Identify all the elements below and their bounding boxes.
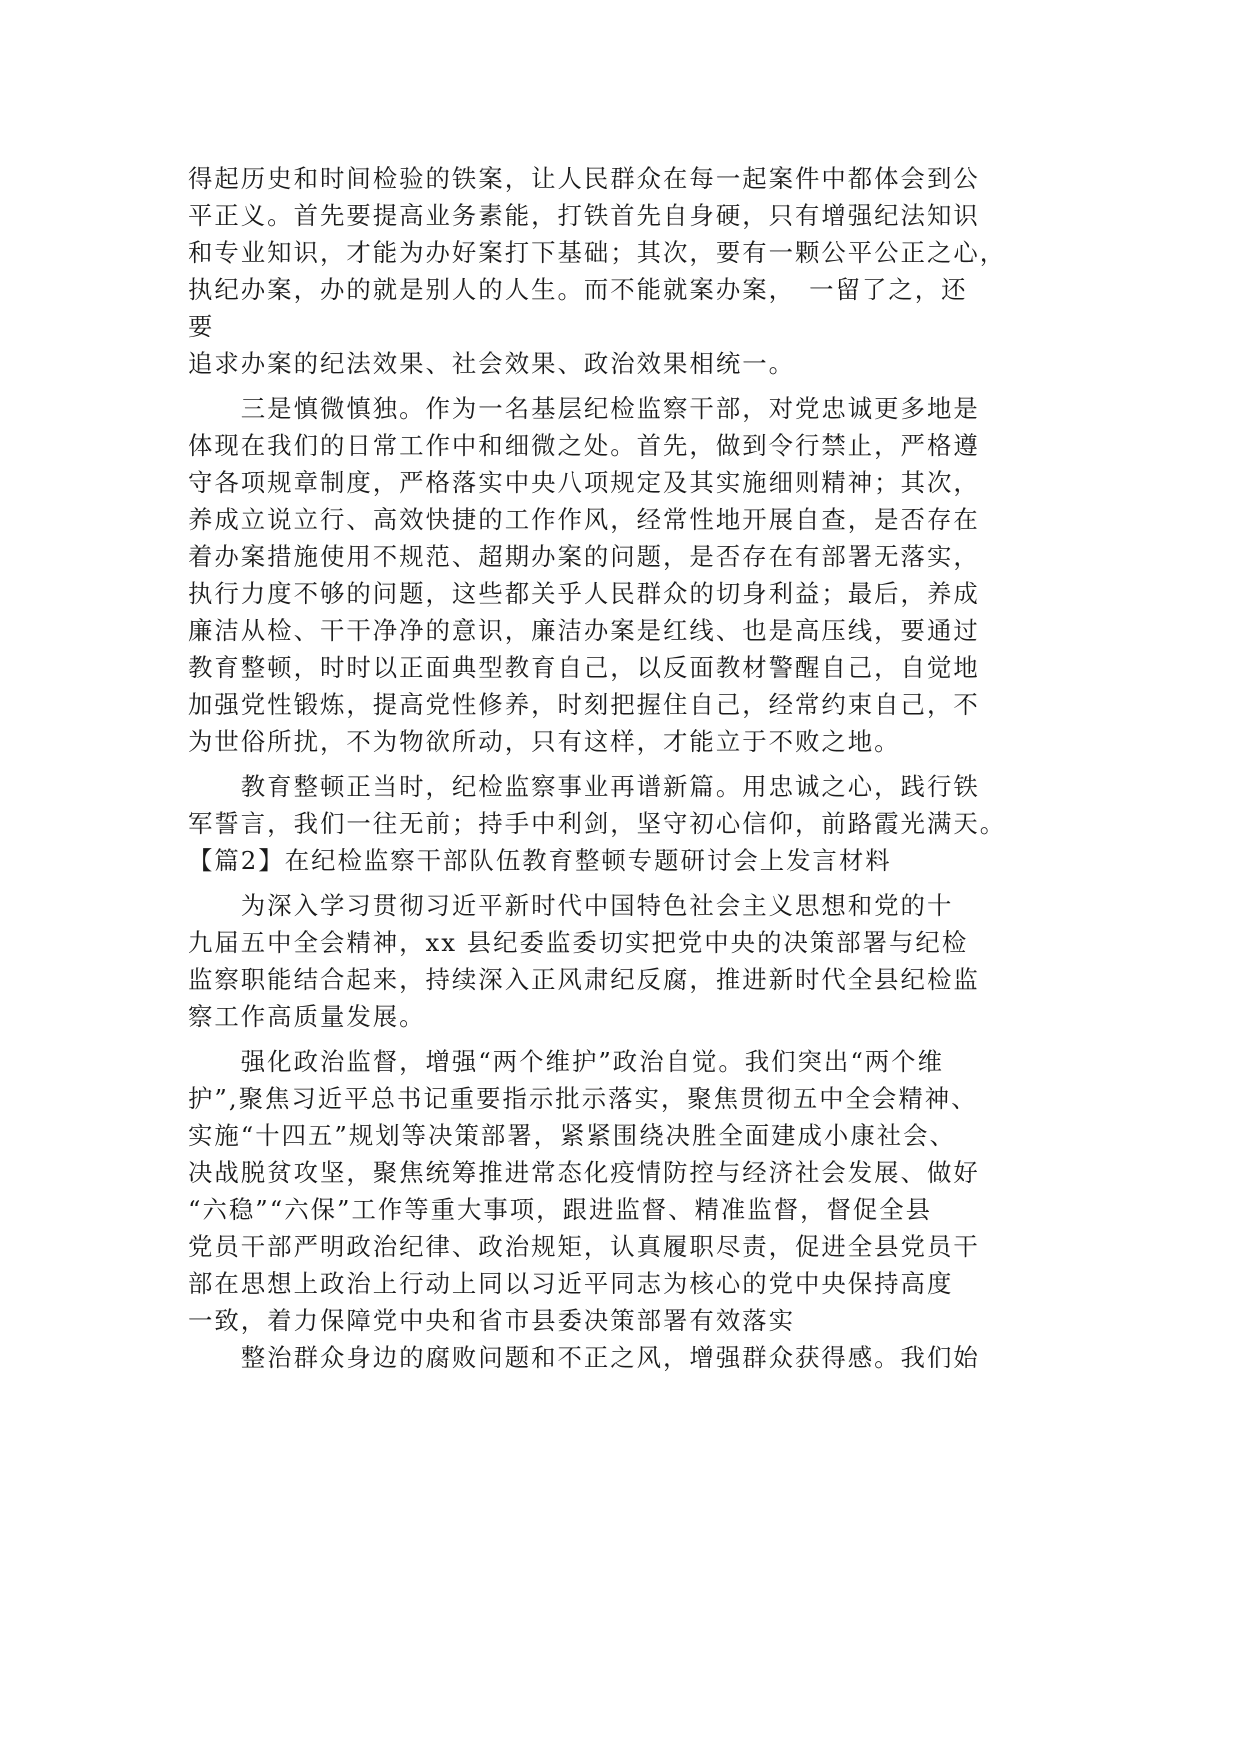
text-line: 着办案措施使用不规范、超期办案的问题，是否存在有部署无落实， [188, 542, 980, 571]
text-line: “六稳”“六保”工作等重大事项，跟进监督、精准监督，督促全县 [188, 1195, 933, 1224]
text-line: 护”,聚焦习近平总书记重要指示批示落实，聚焦贯彻五中全会精神、 [188, 1084, 978, 1113]
text-line: 执行力度不够的问题，这些都关乎人民群众的切身利益；最后，养成 [188, 579, 980, 608]
text-line: 一致，着力保障党中央和省市县委决策部署有效落实 [188, 1306, 795, 1335]
paragraph-start-line: 强化政治监督，增强“两个维护”政治自觉。我们突出“两个维 [188, 1047, 944, 1076]
text-line: 要 [188, 312, 215, 341]
text-line: 为世俗所扰，不为物欲所动，只有这样，才能立于不败之地。 [188, 727, 901, 756]
text-line: 平正义。首先要提高业务素能，打铁首先自身硬，只有增强纪法知识 [188, 201, 980, 230]
text-line: 监察职能结合起来，持续深入正风肃纪反腐，推进新时代全县纪检监 [188, 965, 980, 994]
text-line: 党员干部严明政治纪律、政治规矩，认真履职尽责，促进全县党员干 [188, 1232, 980, 1261]
text-line: 廉洁从检、干干净净的意识，廉洁办案是红线、也是高压线，要通过 [188, 616, 980, 645]
text-line: 体现在我们的日常工作中和细微之处。首先，做到令行禁止，严格遵 [188, 431, 980, 460]
text-line: 教育整顿，时时以正面典型教育自己，以反面教材警醒自己，自觉地 [188, 653, 980, 682]
text-line: 养成立说立行、高效快捷的工作作风，经常性地开展自查，是否存在 [188, 505, 980, 534]
text-line: 九届五中全会精神，xx 县纪委监委切实把党中央的决策部署与纪检 [188, 928, 969, 957]
text-line: 整治群众身边的腐败问题和不正之风，增强群众获得感。我们始 [188, 1343, 980, 1372]
paragraph-start-line: 教育整顿正当时，纪检监察事业再谱新篇。用忠诚之心，践行铁 [188, 772, 980, 801]
text-line: 守各项规章制度，严格落实中央八项规定及其实施细则精神；其次， [188, 468, 980, 497]
text-line: 执纪办案，办的就是别人的人生。而不能就案办案， 一留了之，还 [188, 275, 968, 304]
text-line: 军誓言，我们一往无前；持手中利剑，坚守初心信仰，前路霞光满天。 [188, 809, 1007, 838]
text-line: 得起历史和时间检验的铁案，让人民群众在每一起案件中都体会到公 [188, 164, 980, 193]
text-line: 实施“十四五”规划等决策部署，紧紧围绕决胜全面建成小康社会、 [188, 1121, 956, 1150]
text-line: 部在思想上政治上行动上同以习近平同志为核心的党中央保持高度 [188, 1269, 954, 1298]
paragraph-start-line: 三是慎微慎独。作为一名基层纪检监察干部，对党忠诚更多地是 [188, 394, 980, 423]
text-line: 决战脱贫攻坚，聚焦统筹推进常态化疫情防控与经济社会发展、做好 [188, 1158, 980, 1187]
paragraph-start-line: 为深入学习贯彻习近平新时代中国特色社会主义思想和党的十 [188, 891, 954, 920]
text-line: 加强党性锻炼，提高党性修养，时刻把握住自己，经常约束自己，不 [188, 690, 980, 719]
document-body [188, 160, 1058, 1376]
text-line: 和专业知识，才能为办好案打下基础；其次，要有一颗公平公正之心， [188, 238, 1007, 267]
section-heading: 【篇2】在纪检监察干部队伍教育整顿专题研讨会上发言材料 [188, 846, 892, 875]
text-line: 追求办案的纪法效果、社会效果、政治效果相统一。 [188, 349, 795, 378]
text-line: 察工作高质量发展。 [188, 1002, 426, 1031]
